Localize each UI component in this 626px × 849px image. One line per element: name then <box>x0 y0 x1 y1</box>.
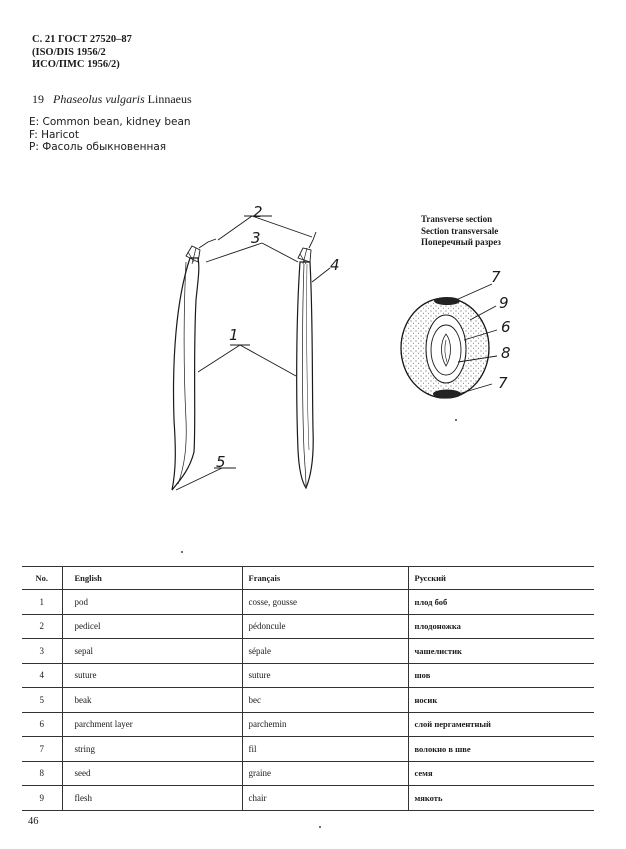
term-russian: плод боб <box>408 590 594 615</box>
russian-name: Р: Фасоль обыкновенная <box>29 141 167 153</box>
figure-label-7-bottom: 7 <box>498 374 508 392</box>
term-french: parchemin <box>242 712 408 737</box>
term-russian: плодоножка <box>408 614 594 639</box>
row-number: 2 <box>22 614 62 639</box>
terminology-table <box>22 566 594 811</box>
term-russian: волокно в шве <box>408 737 594 762</box>
table-header-row <box>22 567 594 590</box>
table-row <box>22 761 594 786</box>
figure-label-5: 5 <box>216 453 226 471</box>
section-title-fr: Section transversale <box>421 225 499 236</box>
term-french: cosse, gousse <box>242 590 408 615</box>
pod-edge-view <box>297 232 316 488</box>
species-author: Linnaeus <box>147 92 192 106</box>
term-russian: слой пергаментный <box>408 712 594 737</box>
page-number: 46 <box>28 816 39 827</box>
scan-speck <box>455 419 457 421</box>
table-row <box>22 737 594 762</box>
term-english: pod <box>62 590 242 615</box>
term-russian: чашелистик <box>408 639 594 664</box>
english-name: E: Common bean, kidney bean <box>29 116 191 128</box>
table-row <box>22 712 594 737</box>
term-english: seed <box>62 761 242 786</box>
term-russian: носик <box>408 688 594 713</box>
term-french: graine <box>242 761 408 786</box>
figure-label-2: 2 <box>253 203 263 221</box>
scan-speck <box>319 826 321 828</box>
row-number: 5 <box>22 688 62 713</box>
row-number: 9 <box>22 786 62 811</box>
table-row <box>22 663 594 688</box>
table-row <box>22 590 594 615</box>
iso-dis-ref: (ISO/DIS 1956/2 <box>32 46 106 58</box>
french-name: F: Haricot <box>29 128 79 141</box>
term-english: suture <box>62 663 242 688</box>
table-row <box>22 614 594 639</box>
term-french: bec <box>242 688 408 713</box>
column-header-english: English <box>62 567 242 590</box>
figure-label-4: 4 <box>330 256 340 274</box>
term-russian: мякоть <box>408 786 594 811</box>
term-french: chair <box>242 786 408 811</box>
table-row <box>22 688 594 713</box>
table-row <box>22 639 594 664</box>
row-number: 4 <box>22 663 62 688</box>
section-title-ru: Поперечный разрез <box>421 237 501 247</box>
iso-pms-ref: ИСО/ПМС 1956/2) <box>32 59 120 70</box>
term-french: sépale <box>242 639 408 664</box>
term-english: flesh <box>62 786 242 811</box>
term-russian: шов <box>408 663 594 688</box>
transverse-section-drawing <box>401 297 489 399</box>
row-number: 3 <box>22 639 62 664</box>
section-title-en: Transverse section <box>421 214 493 224</box>
term-english: beak <box>62 688 242 713</box>
row-number: 7 <box>22 737 62 762</box>
term-english: pedicel <box>62 614 242 639</box>
figure-label-6: 6 <box>501 318 511 336</box>
figure-label-1: 1 <box>229 326 239 344</box>
scan-speck <box>181 551 183 553</box>
row-number: 1 <box>22 590 62 615</box>
figure-label-3: 3 <box>251 229 261 247</box>
species-number: 19 <box>32 92 44 106</box>
term-english: string <box>62 737 242 762</box>
row-number: 6 <box>22 712 62 737</box>
term-french: fil <box>242 737 408 762</box>
figure-label-7-top: 7 <box>491 268 501 286</box>
species-latin-name: Phaseolus vulgaris <box>53 92 145 106</box>
table-row <box>22 786 594 811</box>
column-header-russian: Русский <box>408 567 594 590</box>
column-header-no: No. <box>22 567 62 590</box>
term-french: suture <box>242 663 408 688</box>
term-russian: семя <box>408 761 594 786</box>
standard-page-ref: С. 21 ГОСТ 27520–87 <box>32 34 132 45</box>
column-header-french: Français <box>242 567 408 590</box>
term-french: pédoncule <box>242 614 408 639</box>
term-english: parchment layer <box>62 712 242 737</box>
term-english: sepal <box>62 639 242 664</box>
figure-label-9: 9 <box>499 294 509 312</box>
figure-label-8: 8 <box>501 344 511 362</box>
row-number: 8 <box>22 761 62 786</box>
